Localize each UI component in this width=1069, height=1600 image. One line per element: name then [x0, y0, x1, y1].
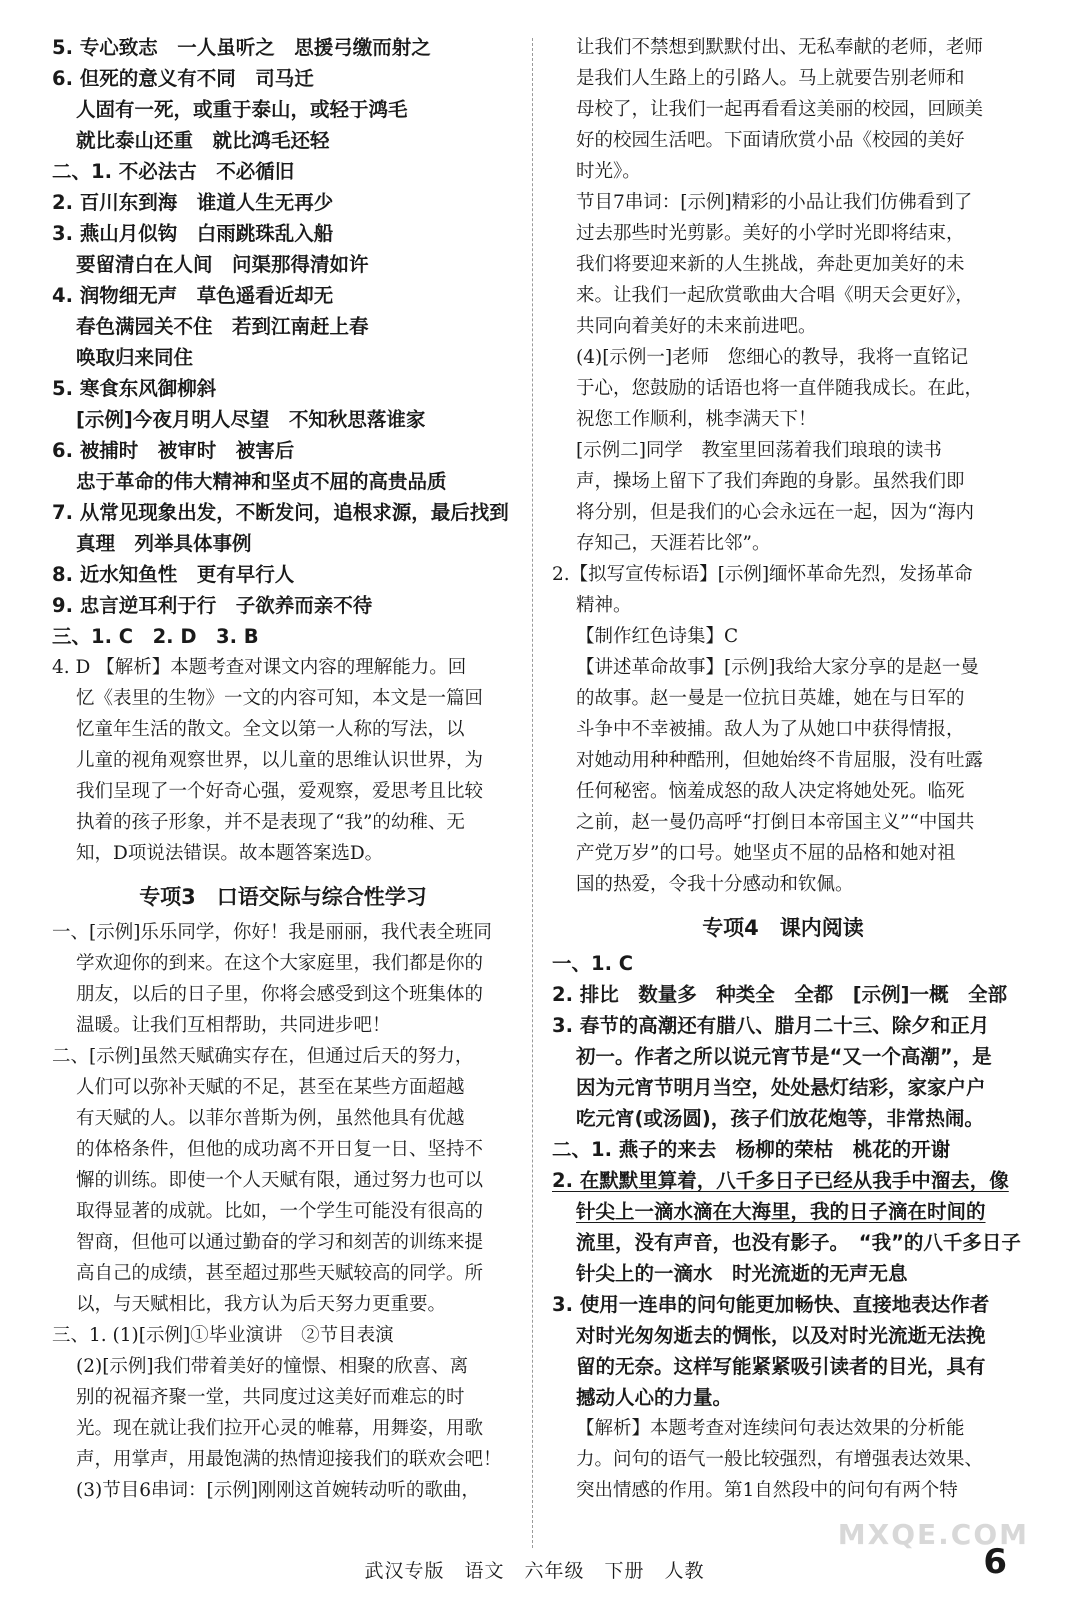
text-line: 5. 专心致志 一人虽听之 思援弓缴而射之: [52, 36, 431, 59]
text-line: 母校了，让我们一起再看看这美丽的校园，回顾美: [576, 99, 984, 120]
text-line: 儿童的视角观察世界，以儿童的思维认识世界，为: [76, 750, 484, 771]
text-line: 2. 在默默里算着，八千多日子已经从我手中溜去，像: [552, 1169, 1009, 1192]
text-line: 吃元宵(或汤圆)，孩子们放花炮等，非常热闹。: [576, 1107, 984, 1130]
text-line: 忆《表里的生物》一文的内容可知，本文是一篇回: [76, 688, 484, 709]
text-line: 以，与天赋相比，我方认为后天努力更重要。: [76, 1294, 447, 1315]
text-line: 让我们不禁想到默默付出、无私奉献的老师，老师: [576, 37, 984, 58]
watermark-logo: MXQE.COM: [837, 1518, 1029, 1551]
text-line: 7. 从常见现象出发，不断发问，追根求源，最后找到: [52, 501, 509, 524]
text-line: 好的校园生活吧。下面请欣赏小品《校园的美好: [576, 130, 965, 151]
text-line: 二、1. 不必法古 不必循旧: [52, 160, 295, 183]
text-line: 过去那些时光剪影。美好的小学时光即将结束，: [576, 223, 965, 244]
text-line: 三、1. (1)[示例]①毕业演讲 ②节目表演: [52, 1325, 394, 1346]
text-line: [示例二]同学 教室里回荡着我们琅琅的读书: [576, 440, 942, 461]
text-line: 一、1. C: [552, 952, 634, 975]
text-line: 3. 燕山月似钩 白雨跳珠乱入船: [52, 222, 334, 245]
text-line: 斗争中不幸被捕。敌人为了从她口中获得情报，: [576, 719, 965, 740]
spacer: [52, 869, 514, 877]
text-line: 有天赋的人。以菲尔普斯为例，虽然他具有优越: [76, 1108, 465, 1129]
section-heading: 专项4 课内阅读: [702, 916, 864, 940]
text-line: 三、1. C 2. D 3. B: [52, 625, 259, 648]
text-line: 我们呈现了一个好奇心强，爱观察，爱思考且比较: [76, 781, 484, 802]
text-line: 二、1. 燕子的来去 杨柳的荣枯 桃花的开谢: [552, 1138, 951, 1161]
text-line: 光。现在就让我们拉开心灵的帷幕，用舞姿，用歌: [76, 1418, 484, 1439]
text-line: (4)[示例一]老师 您细心的教导，我将一直铭记: [576, 347, 969, 368]
text-line: 3. 使用一连串的问句能更加畅快、直接地表达作者: [552, 1293, 990, 1316]
text-line: 共同向着美好的未来前进吧。: [576, 316, 817, 337]
text-line: 流里，没有声音，也没有影子。 “我”的八千多日子: [576, 1231, 1021, 1254]
text-line: 要留清白在人间 问渠那得清如许: [76, 253, 369, 276]
text-line: 节目7串词：[示例]精彩的小品让我们仿佛看到了: [576, 192, 973, 213]
text-line: 别的祝福齐聚一堂，共同度过这美好而难忘的时: [76, 1387, 465, 1408]
text-line: 于心，您鼓励的话语也将一直伴随我成长。在此，: [576, 378, 984, 399]
text-line: 8. 近水知鱼性 更有早行人: [52, 563, 295, 586]
text-line: 的体格条件，但他的成功离不开日复一日、坚持不: [76, 1139, 484, 1160]
section-heading: 专项3 口语交际与综合性学习: [139, 885, 427, 909]
text-line: 国的热爱，令我十分感动和钦佩。: [576, 874, 854, 895]
page-footer: 武汉专版 语文 六年级 下册 人教: [364, 1560, 705, 1582]
text-line: 存知己，天涯若比邻”。: [576, 533, 771, 554]
text-line: 9. 忠言逆耳利于行 子欲养而亲不待: [52, 594, 373, 617]
text-line: 祝您工作顺利，桃李满天下！: [576, 409, 817, 430]
column-divider: [532, 38, 533, 1548]
text-line: 对她动用种种酷刑，但她始终不肯屈服，没有吐露: [576, 750, 984, 771]
text-line: 执着的孩子形象，并不是表现了“我”的幼稚、无: [76, 812, 465, 833]
text-line: 知，D项说法错误。故本题答案选D。: [76, 843, 384, 864]
text-line: [示例]今夜月明人尽望 不知秋思落谁家: [76, 408, 426, 431]
text-line: 一、[示例]乐乐同学，你好！我是丽丽，我代表全班同: [52, 922, 492, 943]
text-line: 智商，但他可以通过勤奋的学习和刻苦的训练来提: [76, 1232, 484, 1253]
text-line: 人固有一死，或重于泰山，或轻于鸿毛: [76, 98, 408, 121]
text-line: 温暖。让我们互相帮助，共同进步吧！: [76, 1015, 391, 1036]
text-line: 将分别，但是我们的心会永远在一起，因为“海内: [576, 502, 974, 523]
text-line: (2)[示例]我们带着美好的憧憬、相聚的欣喜、离: [76, 1356, 469, 1377]
text-line: 唤取归来同住: [76, 346, 194, 369]
text-line: 精神。: [576, 595, 632, 616]
spacer: [552, 900, 1014, 908]
text-line: 2.【拟写宣传标语】[示例]缅怀革命先烈，发扬革命: [552, 564, 973, 585]
page-number: 6: [983, 1542, 1007, 1582]
text-line: 真理 列举具体事例: [76, 532, 252, 555]
text-line: 产党万岁”的口号。她坚贞不屈的品格和她对祖: [576, 843, 956, 864]
text-line: 6. 但死的意义有不同 司马迁: [52, 67, 314, 90]
text-line: (3)节目6串词：[示例]刚刚这首婉转动听的歌曲，: [76, 1480, 480, 1501]
text-line: 高自己的成绩，甚至超过那些天赋较高的同学。所: [76, 1263, 484, 1284]
text-line: 5. 寒食东风御柳斜: [52, 377, 217, 400]
text-line: 力。问句的语气一般比较强烈，有增强表达效果、: [576, 1449, 984, 1470]
text-line: 的故事。赵一曼是一位抗日英雄，她在与日军的: [576, 688, 965, 709]
text-line: 对时光匆匆逝去的惆怅，以及对时光流逝无法挽: [576, 1324, 986, 1347]
text-line: 时光》。: [576, 161, 641, 182]
text-line: 我们将要迎来新的人生挑战，奔赴更加美好的未: [576, 254, 965, 275]
text-line: 人们可以弥补天赋的不足，甚至在某些方面超越: [76, 1077, 465, 1098]
text-line: 就比泰山还重 就比鸿毛还轻: [76, 129, 330, 152]
text-line: 任何秘密。恼羞成怒的敌人决定将她处死。临死: [576, 781, 965, 802]
text-line: 【讲述革命故事】[示例]我给大家分享的是赵一曼: [576, 657, 979, 678]
right-column: [552, 32, 1021, 1506]
text-line: 声，操场上留下了我们奔跑的身影。虽然我们即: [576, 471, 965, 492]
text-line: 针尖上的一滴水 时光流逝的无声无息: [576, 1262, 908, 1285]
text-line: 2. 百川东到海 谁道人生无再少: [52, 191, 334, 214]
text-line: 声，用掌声，用最饱满的热情迎接我们的联欢会吧！: [76, 1449, 502, 1470]
left-column: [52, 32, 514, 1506]
text-line: 是我们人生路上的引路人。马上就要告别老师和: [576, 68, 965, 89]
text-line: 忠于革命的伟大精神和坚贞不屈的高贵品质: [76, 470, 447, 493]
text-line: 突出情感的作用。第1自然段中的问句有两个特: [576, 1480, 958, 1501]
text-line: 二、[示例]虽然天赋确实存在，但通过后天的努力，: [52, 1046, 474, 1067]
text-line: 【解析】本题考查对连续问句表达效果的分析能: [576, 1418, 965, 1439]
text-line: 【制作红色诗集】C: [576, 626, 739, 647]
text-line: 取得显著的成就。比如，一个学生可能没有很高的: [76, 1201, 484, 1222]
text-line: 3. 春节的高潮还有腊八、腊月二十三、除夕和正月: [552, 1014, 990, 1037]
text-line: 来。让我们一起欣赏歌曲大合唱《明天会更好》，: [576, 285, 974, 306]
text-line: 6. 被捕时 被审时 被害后: [52, 439, 295, 462]
text-line: 4. D 【解析】本题考查对课文内容的理解能力。回: [52, 657, 467, 678]
text-line: 针尖上一滴水滴在大海里，我的日子滴在时间的: [576, 1200, 986, 1223]
text-line: 2. 排比 数量多 种类全 全都 [示例]一概 全部: [552, 983, 1008, 1006]
text-line: 撼动人心的力量。: [576, 1386, 733, 1409]
text-line: 留的无奈。这样写能紧紧吸引读者的目光，具有: [576, 1355, 986, 1378]
text-line: 因为元宵节明月当空，处处悬灯结彩，家家户户: [576, 1076, 986, 1099]
text-line: 忆童年生活的散文。全文以第一人称的写法，以: [76, 719, 465, 740]
text-line: 初一。作者之所以说元宵节是“又一个高潮”，是: [576, 1045, 992, 1068]
text-line: 懈的训练。即使一个人天赋有限，通过努力也可以: [76, 1170, 484, 1191]
text-line: 朋友，以后的日子里，你将会感受到这个班集体的: [76, 984, 484, 1005]
text-line: 春色满园关不住 若到江南赶上春: [76, 315, 369, 338]
text-line: 4. 润物细无声 草色遥看近却无: [52, 284, 334, 307]
text-line: 学欢迎你的到来。在这个大家庭里，我们都是你的: [76, 953, 484, 974]
text-line: 之前，赵一曼仍高呼“打倒日本帝国主义”“中国共: [576, 812, 975, 833]
